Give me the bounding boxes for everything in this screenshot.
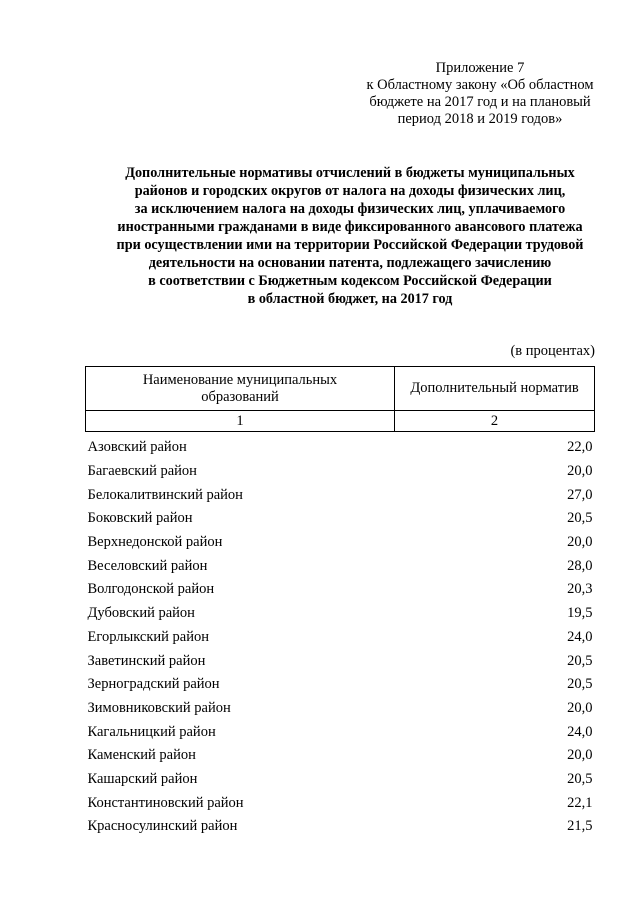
- norm-value: 20,0: [567, 699, 593, 716]
- table-row: [86, 531, 595, 555]
- table-row: [86, 744, 595, 768]
- table-row: [86, 578, 595, 602]
- table-row: [86, 720, 595, 744]
- municipality-name: Зимовниковский район: [87, 699, 231, 716]
- norm-value: 20,0: [567, 463, 593, 480]
- table-row: [86, 673, 595, 697]
- table-row: [86, 791, 595, 815]
- table-row: [86, 483, 595, 507]
- appendix-line: Приложение 7: [435, 60, 525, 76]
- appendix-line: бюджете на 2017 год и на плановый: [369, 94, 591, 110]
- appendix-block: [330, 60, 630, 128]
- municipality-name: Егорлыкский район: [87, 628, 209, 645]
- norm-value: 21,5: [567, 818, 593, 835]
- column-header-name-line: Наименование муниципальных: [142, 371, 338, 388]
- norm-value: 27,0: [567, 486, 593, 503]
- norm-value: 24,0: [567, 628, 593, 645]
- norm-value: 19,5: [567, 605, 593, 622]
- municipality-name: Кашарский район: [87, 770, 198, 787]
- title-line: районов и городских округов от налога на доходы физических лиц,: [134, 183, 566, 199]
- table-row: [86, 697, 595, 721]
- table-row: [86, 554, 595, 578]
- units-note: (в процентах): [510, 343, 595, 359]
- document-title: [60, 164, 640, 308]
- table-row: [86, 602, 595, 626]
- norm-value: 20,0: [567, 534, 593, 551]
- municipality-name: Волгодонской район: [87, 581, 215, 598]
- municipality-name: Дубовский район: [87, 605, 195, 622]
- municipality-name: Белокалитвинский район: [87, 486, 243, 503]
- appendix-line: к Областному закону «Об областном: [366, 77, 594, 93]
- norms-table: [85, 366, 595, 839]
- column-number-2: 2: [395, 411, 595, 432]
- column-number-1: 1: [86, 411, 395, 432]
- table-row: [86, 432, 595, 460]
- municipality-name: Красносулинский район: [87, 818, 238, 835]
- table-row: [86, 815, 595, 839]
- title-line: иностранными гражданами в виде фиксированного авансового платежа: [117, 219, 583, 235]
- municipality-name: Верхнедонской район: [87, 534, 223, 551]
- norm-value: 20,0: [567, 747, 593, 764]
- norm-value: 28,0: [567, 557, 593, 574]
- table-row: [86, 626, 595, 650]
- norm-value: 22,1: [567, 794, 593, 811]
- column-header-name-line: образований: [201, 388, 279, 405]
- municipality-name: Заветинский район: [87, 652, 206, 669]
- title-line: Дополнительные нормативы отчислений в бюджеты муниципальных: [125, 165, 575, 181]
- table-row: [86, 768, 595, 792]
- municipality-name: Азовский район: [87, 439, 187, 456]
- municipality-name: Константиновский район: [87, 794, 244, 811]
- table-number-row: [86, 411, 595, 432]
- municipality-name: Каменский район: [87, 747, 196, 764]
- table-row: [86, 649, 595, 673]
- norm-value: 20,5: [567, 510, 593, 527]
- title-line: в соответствии с Бюджетным кодексом Российской Федерации: [148, 273, 552, 289]
- title-line: за исключением налога на доходы физических лиц, уплачиваемого: [134, 201, 566, 217]
- table-header-row: [86, 367, 595, 411]
- column-header-name: [86, 367, 395, 411]
- municipality-name: Веселовский район: [87, 557, 208, 574]
- table-row: [86, 460, 595, 484]
- title-line: деятельности на основании патента, подлежащего зачислению: [148, 255, 552, 271]
- norm-value: 20,5: [567, 676, 593, 693]
- norm-value: 20,5: [567, 652, 593, 669]
- norm-value: 20,5: [567, 770, 593, 787]
- norm-value: 24,0: [567, 723, 593, 740]
- column-header-norm: Дополнительный норматив: [395, 367, 595, 411]
- municipality-name: Зерноградский район: [87, 676, 220, 693]
- table-row: [86, 507, 595, 531]
- municipality-name: Боковский район: [87, 510, 193, 527]
- title-line: при осуществлении ими на территории Российской Федерации трудовой: [116, 237, 584, 253]
- municipality-name: Кагальницкий район: [87, 723, 216, 740]
- norm-value: 22,0: [567, 439, 593, 456]
- appendix-line: период 2018 и 2019 годов»: [397, 111, 563, 127]
- norm-value: 20,3: [567, 581, 593, 598]
- title-line: в областной бюджет, на 2017 год: [247, 291, 453, 307]
- municipality-name: Багаевский район: [87, 463, 197, 480]
